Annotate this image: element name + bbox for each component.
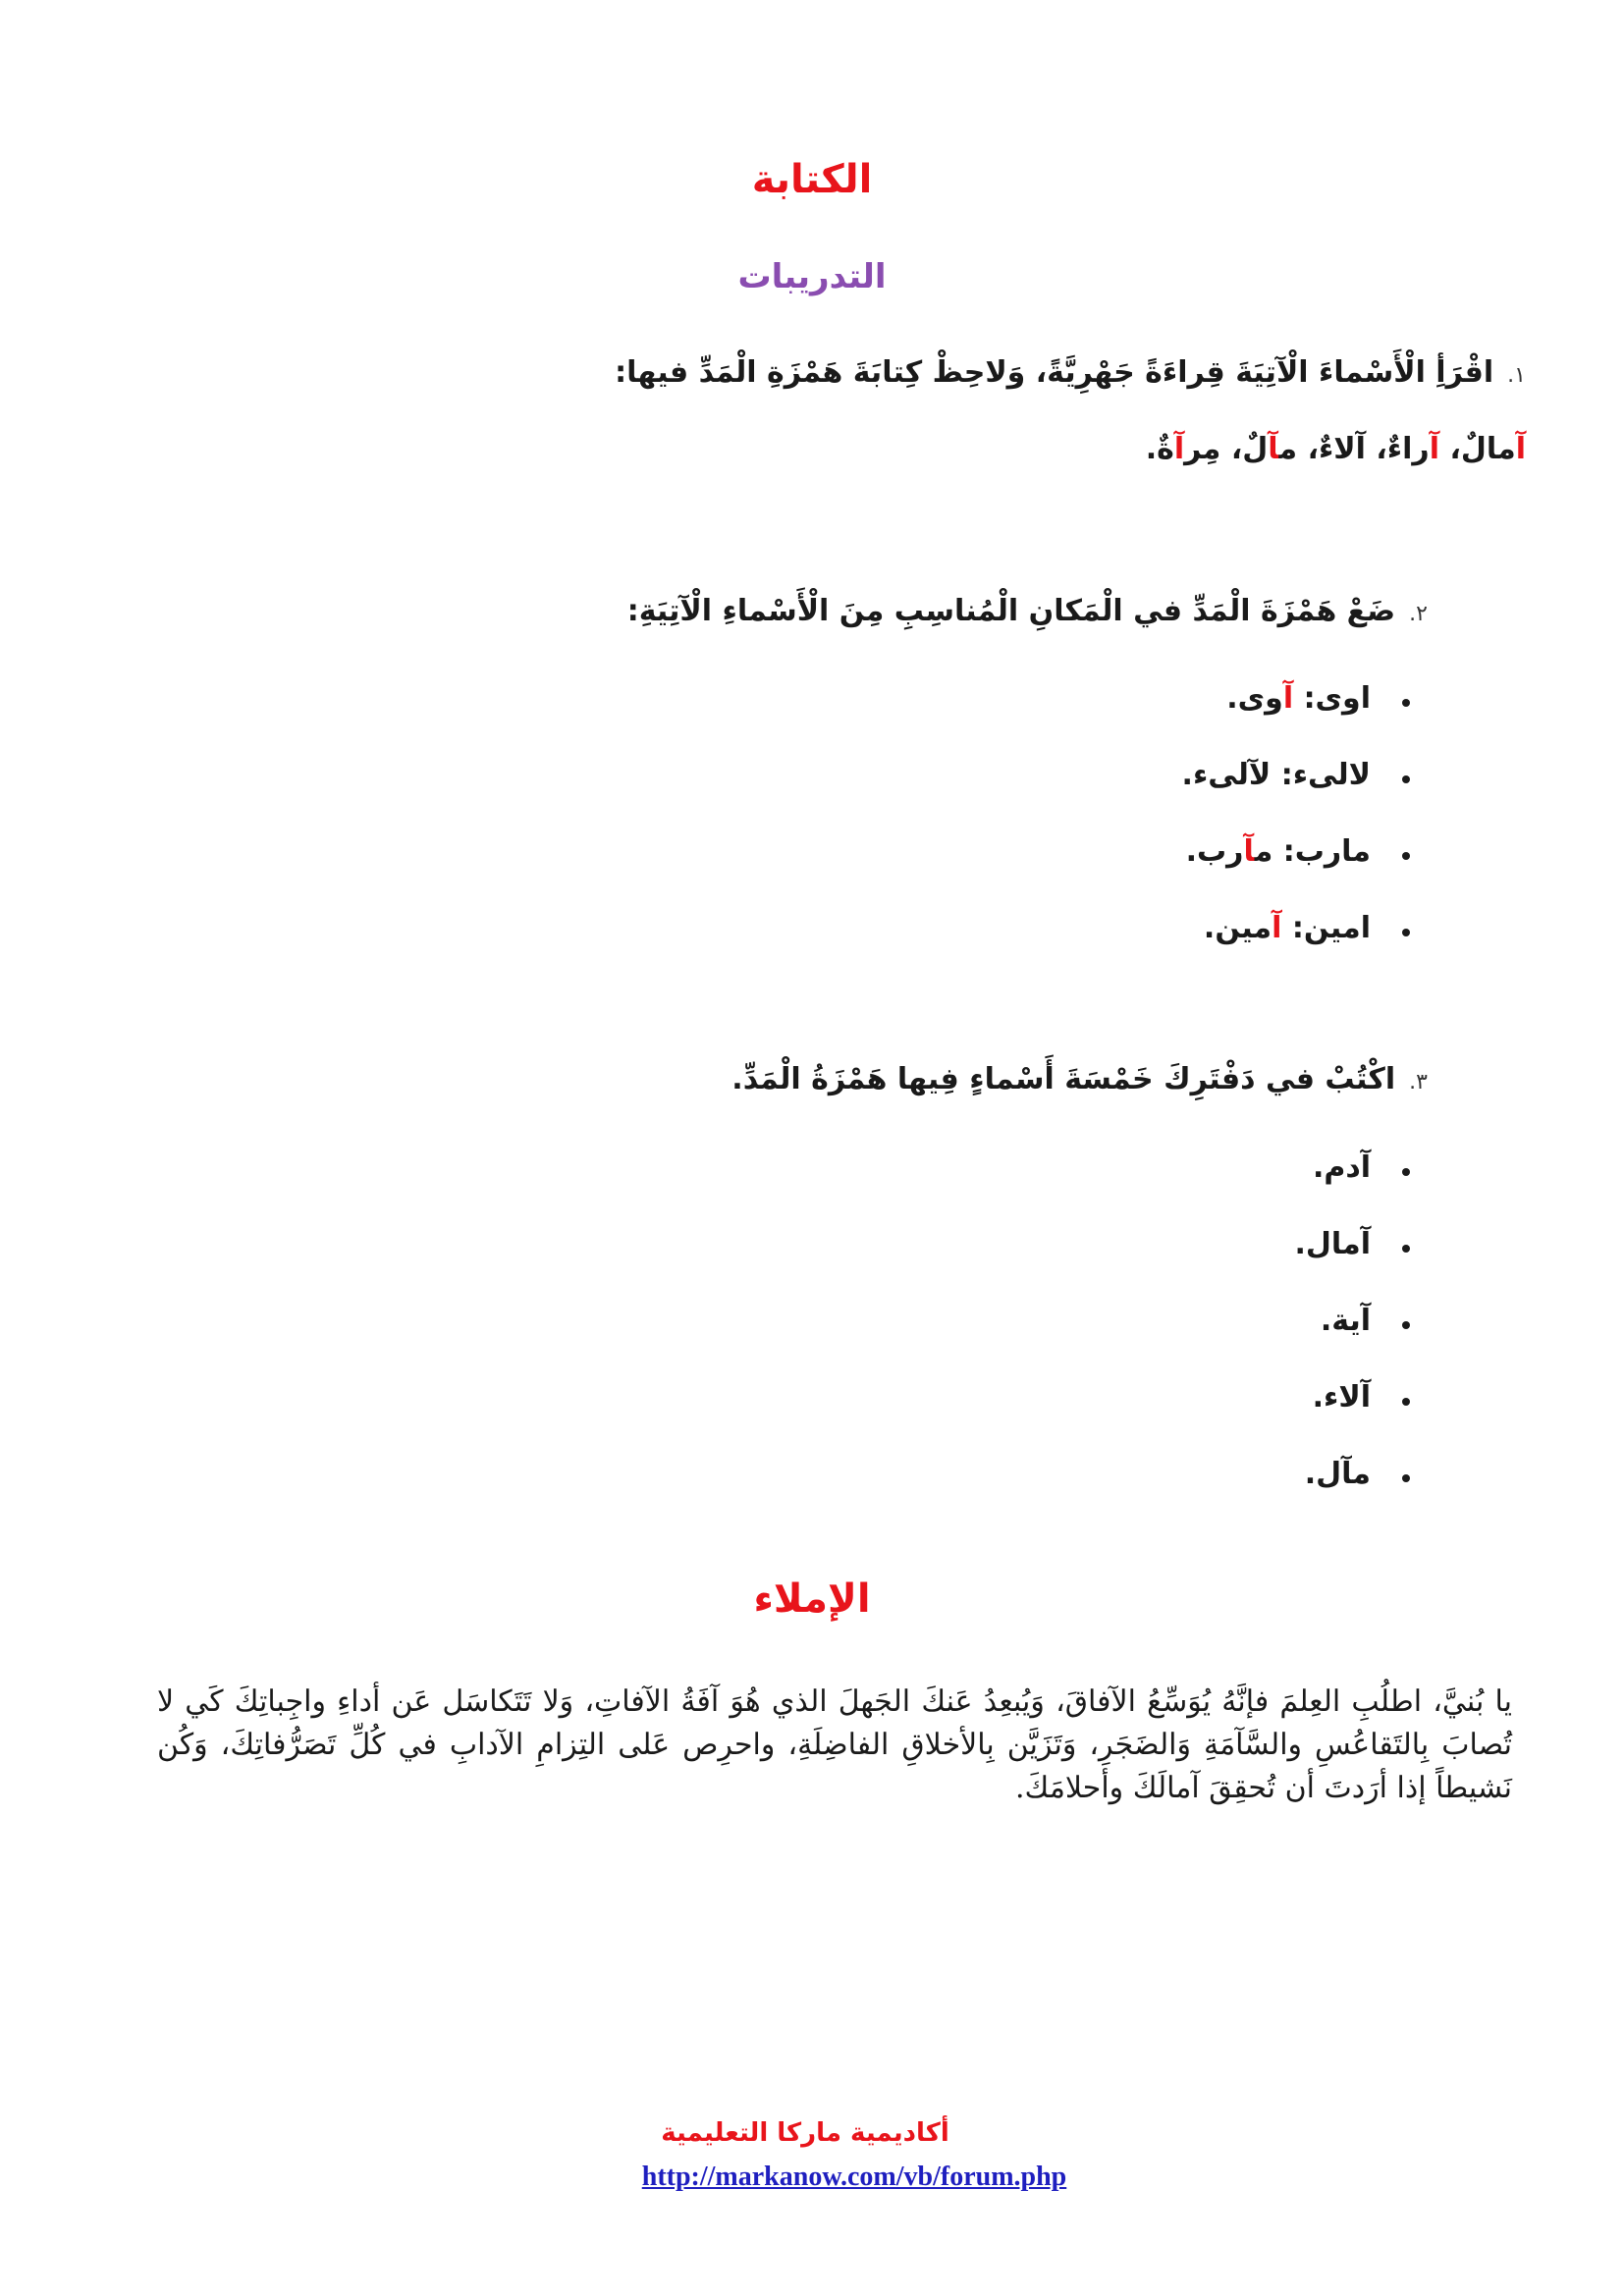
- question-number: ٢.: [1409, 602, 1428, 626]
- section-subtitle: التدريبات: [737, 257, 887, 296]
- imla-title: الإملاء: [753, 1576, 871, 1622]
- question-3-list: [1294, 1148, 1410, 1531]
- list-item: امين: آمين.: [1182, 909, 1410, 986]
- question-text: اقْرَأِ الْأَسْماءَ الْآتِيَةَ قِراءَةً جَهْرِيَّةً، وَلاحِظْ كِتابَةَ هَمْزَةِ الْمَدِّ فيها:: [615, 355, 1494, 390]
- forum-link[interactable]: http://markanow.com/vb/forum.php: [641, 2162, 1067, 2192]
- question-text: اكْتُبْ في دَفْتَرِكَ خَمْسَةَ أَسْماءٍ فِيها هَمْزَةُ الْمَدِّ.: [731, 1062, 1396, 1096]
- list-item: آلاء.: [1294, 1378, 1410, 1455]
- list-item: آية.: [1294, 1302, 1410, 1378]
- question-2: [0, 594, 1428, 628]
- academy-name: أكاديمية ماركا التعليمية: [661, 2118, 949, 2148]
- answer-word: مآلٌ،: [1230, 432, 1298, 466]
- list-item: اوى: آوى.: [1182, 679, 1410, 756]
- list-item: مآل.: [1294, 1455, 1410, 1531]
- question-2-list: [1182, 679, 1410, 986]
- question-1-answers: [1146, 432, 1526, 466]
- list-item: مارب: مآرب.: [1182, 832, 1410, 909]
- question-text: ضَعْ هَمْزَةَ الْمَدِّ في الْمَكانِ الْمُناسِبِ مِنَ الْأَسْماءِ الْآتِيَةِ:: [626, 594, 1396, 628]
- list-item: لالىء: لآلىء.: [1182, 756, 1410, 832]
- question-3: [0, 1062, 1428, 1096]
- question-number: ٣.: [1409, 1070, 1428, 1095]
- answer-word: آلاءٌ،: [1307, 432, 1366, 466]
- answer-word: آراءٌ،: [1376, 432, 1439, 466]
- page-title: الكتابة: [751, 157, 873, 202]
- question-1: [92, 355, 1526, 390]
- answer-word: مِرآةٌ.: [1145, 432, 1221, 466]
- list-item: آمال.: [1294, 1225, 1410, 1302]
- imla-paragraph: يا بُنيَّ، اطلُبِ العِلمَ فإنَّهُ يُوَسِّعُ الآفاقَ، وَيُبعِدُ عَنكَ الجَهلَ الذي هُوَ آفَةُ الآفاتِ، وَلا تَتَكاسَل عَن أداءِ واجِباتِكَ كَي لا تُصابَ بِالتَقاعُسِ والسَّآمَةِ وَالضَجَرِ، وَتَزَيَّن بِالأخلاقِ الفاضِلَةِ، واحرِص عَلى التِزامِ الآدابِ في كُلِّ تَصَرُّفاتِكَ، وَكُن نَشيطاً إذا أرَدتَ أن تُحقِقَ آمالَكَ وأحلامَكَ.: [157, 1684, 1512, 1805]
- question-number: ١.: [1507, 363, 1526, 388]
- answer-word: آمالٌ،: [1449, 432, 1526, 466]
- list-item: آدم.: [1294, 1148, 1410, 1225]
